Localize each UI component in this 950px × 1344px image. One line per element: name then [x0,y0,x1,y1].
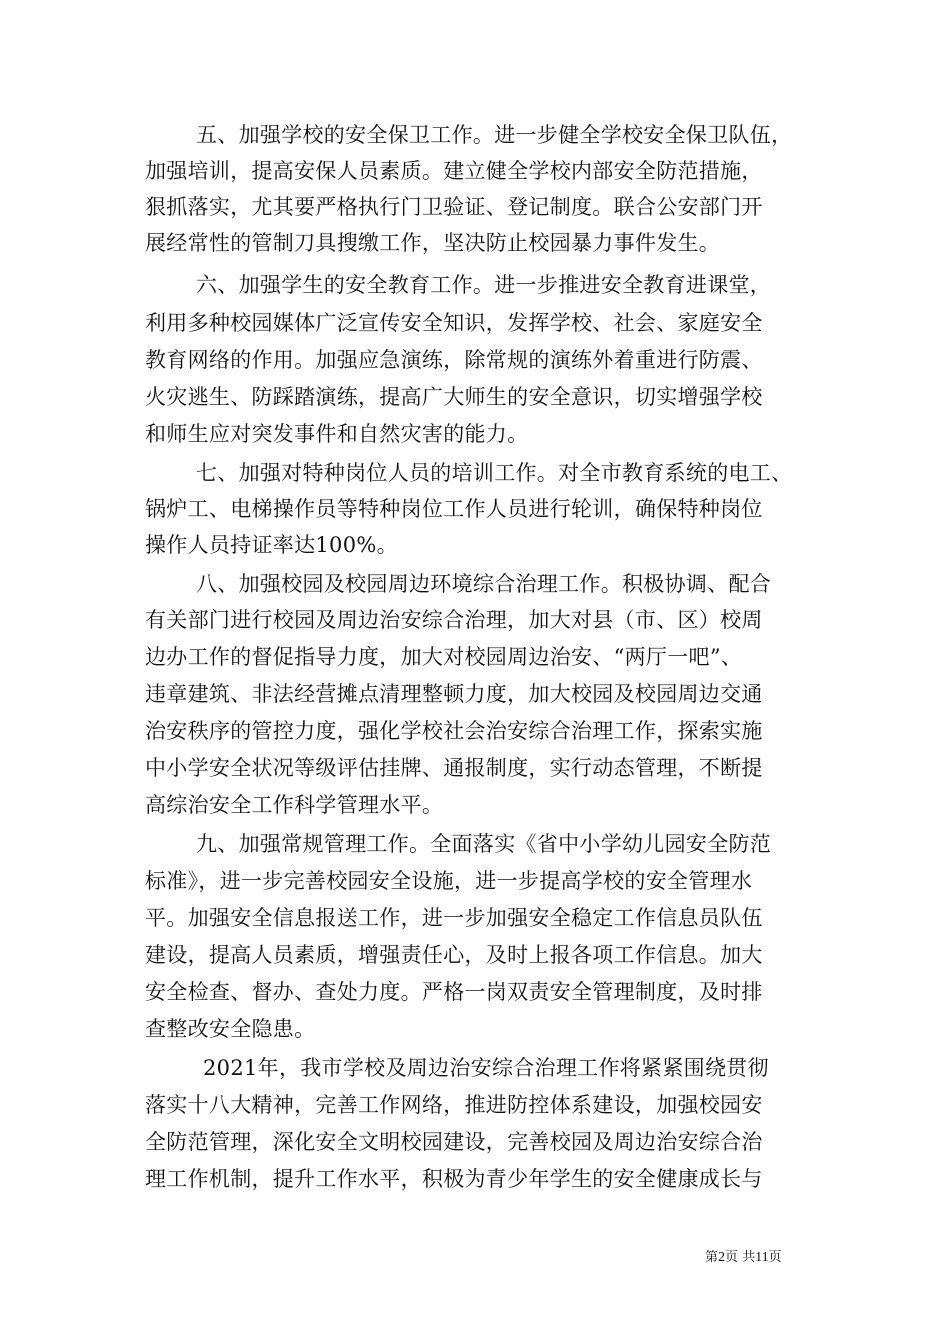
paragraph-line: 教育网络的作用。加强应急演练，除常规的演练外着重进行防震、 [145,348,763,372]
page-number-footer [705,1249,782,1267]
paragraph-line: 五、加强学校的安全保卫工作。进一步健全学校安全保卫队伍， [196,123,793,147]
paragraph-line: 安全检查、督办、查处力度。严格一岗双责安全管理制度，及时排 [145,980,763,1004]
paragraph-line: 边办工作的督促指导力度，加大对校园周边治安、“两厅一吧”、 [145,645,743,669]
paragraph-line: 标准》，进一步完善校园安全设施，进一步提高学校的安全管理水 [145,869,753,893]
total-pages-number: 11 [755,1250,769,1265]
paragraph-line: 六、加强学生的安全教育工作。进一步推进安全教育进课堂， [196,273,772,297]
paragraph-line: 操作人员持证率达100%。 [145,533,398,557]
paragraph-line: 高综治安全工作科学管理水平。 [145,793,444,817]
paragraph-line: 火灾逃生、防踩踏演练，提高广大师生的安全意识，切实增强学校 [145,385,763,409]
paragraph-line: 狠抓落实，尤其要严格执行门卫验证、登记制度。联合公安部门开 [145,195,763,219]
footer-suffix: 页 [768,1250,782,1265]
footer-prefix: 第 [705,1250,719,1265]
paragraph-line: 查整改安全隐患。 [145,1017,316,1041]
paragraph-line: 九、加强常规管理工作。全面落实《省中小学幼儿园安全防范 [196,832,772,856]
paragraph-line: 落实十八大精神，完善工作网络，推进防控体系建设，加强校园安 [145,1093,763,1117]
paragraph-line: 治安秩序的管控力度，强化学校社会治安综合治理工作，探索实施 [145,719,763,743]
paragraph-line: 七、加强对特种岗位人员的培训工作。对全市教育系统的电工、 [196,461,793,485]
paragraph-line: 违章建筑、非法经营摊点清理整顿力度，加大校园及校园周边交通 [145,682,763,706]
paragraph-line: 全防范管理，深化安全文明校园建设，完善校园及周边治安综合治 [145,1130,763,1154]
paragraph-line: 利用多种校园媒体广泛宣传安全知识，发挥学校、社会、家庭安全 [145,311,763,335]
paragraph-line: 加强培训，提高安保人员素质。建立健全学校内部安全防范措施， [145,159,763,183]
paragraph-line: 理工作机制，提升工作水平，积极为青少年学生的安全健康成长与 [145,1167,763,1191]
footer-middle: 页 共 [725,1250,756,1265]
paragraph-line: 八、加强校园及校园周边环境综合治理工作。积极协调、配合 [196,572,772,596]
paragraph-line: 中小学安全状况等级评估挂牌、通报制度，实行动态管理，不断提 [145,756,763,780]
paragraph-line: 平。加强安全信息报送工作，进一步加强安全稳定工作信息员队伍 [145,906,763,930]
paragraph-line: 和师生应对突发事件和自然灾害的能力。 [145,422,529,446]
paragraph-line: 建设，提高人员素质，增强责任心，及时上报各项工作信息。加大 [145,943,763,967]
paragraph-line: 展经常性的管制刀具搜缴工作，坚决防止校园暴力事件发生。 [145,231,721,255]
paragraph-line: 锅炉工、电梯操作员等特种岗位工作人员进行轮训，确保特种岗位 [145,497,763,521]
paragraph-line: 有关部门进行校园及周边治安综合治理，加大对县（市、区）校周 [145,608,763,632]
paragraph-line: 2021年，我市学校及周边治安综合治理工作将紧紧围绕贯彻 [203,1056,769,1080]
current-page-number: 2 [718,1250,726,1265]
